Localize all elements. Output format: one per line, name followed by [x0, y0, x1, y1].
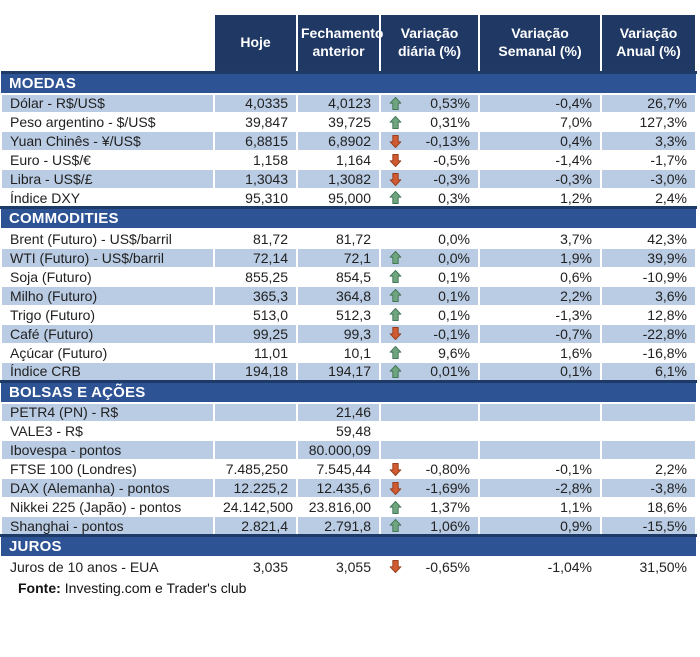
hoje-value: 7.485,250 [214, 460, 297, 479]
variacao-anual-value [601, 422, 696, 441]
fechamento-anterior-value: 10,1 [297, 343, 380, 362]
table-row-wti-futuro-us-barril [1, 248, 696, 267]
section-header-juros [1, 536, 696, 558]
hoje-value: 95,310 [214, 189, 297, 208]
fechamento-anterior-value: 12.435,6 [297, 479, 380, 498]
section-header-moedas [1, 72, 696, 94]
variacao-diaria-cell [389, 249, 470, 267]
down-arrow-icon [389, 481, 404, 496]
variacao-anual-value: 6,1% [601, 362, 696, 381]
variacao-diaria-value: 0,01% [430, 363, 470, 379]
source-label: Fonte: [18, 579, 61, 596]
variacao-anual-value: -15,5% [601, 517, 696, 536]
hoje-value [214, 403, 297, 422]
variacao-diaria-cell [389, 517, 470, 534]
variacao-diaria-cell [389, 325, 470, 343]
variacao-diaria-cell [389, 363, 470, 380]
source-line [0, 580, 700, 596]
variacao-semanal-value: 0,6% [479, 267, 601, 286]
row-label: Açúcar (Futuro) [1, 343, 214, 362]
fechamento-anterior-value: 23.816,00 [297, 498, 380, 517]
row-label: DAX (Alemanha) - pontos [1, 479, 214, 498]
market-table [0, 13, 697, 577]
variacao-anual-value: 127,3% [601, 113, 696, 132]
variacao-semanal-value: 0,9% [479, 517, 601, 536]
table-row-juros-de-10-anos-eua [1, 557, 696, 576]
variacao-diaria-value: 0,53% [430, 95, 470, 112]
fechamento-anterior-value: 95,000 [297, 189, 380, 208]
fechamento-anterior-value: 21,46 [297, 403, 380, 422]
up-arrow-icon [389, 190, 404, 205]
hoje-value: 513,0 [214, 305, 297, 324]
row-label: Shanghai - pontos [1, 517, 214, 536]
source-text: Investing.com e Trader's club [64, 579, 247, 596]
row-label: Juros de 10 anos - EUA [1, 557, 214, 576]
row-label: Soja (Futuro) [1, 267, 214, 286]
fechamento-anterior-value: 512,3 [297, 305, 380, 324]
hoje-value: 3,035 [214, 557, 297, 576]
fechamento-anterior-value: 6,8902 [297, 132, 380, 151]
variacao-semanal-value: -0,4% [479, 94, 601, 113]
up-arrow-icon [389, 364, 404, 379]
variacao-anual-value: 12,8% [601, 305, 696, 324]
up-arrow-icon [389, 115, 404, 130]
hoje-value: 855,25 [214, 267, 297, 286]
variacao-semanal-value: 1,2% [479, 189, 601, 208]
hoje-value [214, 441, 297, 460]
up-arrow-icon [389, 250, 404, 265]
fechamento-anterior-value: 1,164 [297, 151, 380, 170]
section-title: BOLSAS E AÇÕES [1, 381, 696, 403]
row-label: PETR4 (PN) - R$ [1, 403, 214, 422]
row-label: Índice DXY [1, 189, 214, 208]
up-arrow-icon [389, 269, 404, 284]
hoje-value: 365,3 [214, 286, 297, 305]
variacao-diaria-cell [389, 170, 470, 188]
variacao-diaria-cell [389, 132, 470, 150]
row-label: Trigo (Futuro) [1, 305, 214, 324]
table-row-shanghai-pontos [1, 517, 696, 536]
row-label: Índice CRB [1, 362, 214, 381]
section-header-bolsas-e-acoes [1, 381, 696, 403]
hoje-value: 99,25 [214, 324, 297, 343]
variacao-anual-value: 42,3% [601, 229, 696, 248]
hoje-value: 1,158 [214, 151, 297, 170]
fechamento-anterior-value: 4,0123 [297, 94, 380, 113]
up-arrow-icon [389, 288, 404, 303]
variacao-diaria-value: -0,13% [425, 133, 470, 149]
variacao-semanal-value: 3,7% [479, 229, 601, 248]
variacao-diaria-value: 0,0% [438, 249, 470, 266]
table-row-acucar-futuro [1, 343, 696, 362]
hoje-value: 11,01 [214, 343, 297, 362]
fechamento-anterior-value: 364,8 [297, 286, 380, 305]
table-row-libra-us [1, 170, 696, 189]
variacao-diaria-value: 9,6% [438, 344, 470, 361]
variacao-diaria-cell [389, 441, 470, 459]
variacao-diaria-value: 0,3% [438, 189, 470, 206]
variacao-anual-value: 3,3% [601, 132, 696, 151]
row-label: Ibovespa - pontos [1, 441, 214, 460]
up-arrow-icon [389, 307, 404, 322]
variacao-semanal-value: -1,4% [479, 151, 601, 170]
variacao-semanal-value [479, 441, 601, 460]
variacao-diaria-cell [389, 460, 470, 478]
fechamento-anterior-value: 2.791,8 [297, 517, 380, 536]
table-row-petr4-pn-r [1, 403, 696, 422]
variacao-diaria-value: -0,80% [425, 461, 470, 477]
variacao-semanal-value: -2,8% [479, 479, 601, 498]
section-title: JUROS [1, 536, 696, 558]
fechamento-anterior-value: 59,48 [297, 422, 380, 441]
variacao-semanal-value [479, 422, 601, 441]
hoje-value: 24.142,500 [214, 498, 297, 517]
variacao-anual-value: 18,6% [601, 498, 696, 517]
up-arrow-icon [389, 500, 404, 515]
hoje-value: 6,8815 [214, 132, 297, 151]
variacao-anual-value: -3,8% [601, 479, 696, 498]
down-arrow-icon [389, 559, 404, 574]
row-label: VALE3 - R$ [1, 422, 214, 441]
down-arrow-icon [389, 172, 404, 187]
variacao-diaria-value: -0,65% [425, 558, 470, 575]
hoje-value: 39,847 [214, 113, 297, 132]
variacao-diaria-value: 1,06% [430, 517, 470, 534]
variacao-anual-value: 3,6% [601, 286, 696, 305]
row-label: FTSE 100 (Londres) [1, 460, 214, 479]
row-label: Libra - US$/£ [1, 170, 214, 189]
variacao-semanal-value: -0,7% [479, 324, 601, 343]
variacao-anual-value: 39,9% [601, 248, 696, 267]
variacao-diaria-cell [389, 498, 470, 516]
row-label: Nikkei 225 (Japão) - pontos [1, 498, 214, 517]
table-row-trigo-futuro [1, 305, 696, 324]
table-row-vale3-r [1, 422, 696, 441]
fechamento-anterior-value: 3,055 [297, 557, 380, 576]
variacao-diaria-cell [389, 113, 470, 131]
table-row-ftse-100-londres [1, 460, 696, 479]
variacao-diaria-cell [389, 230, 470, 248]
variacao-anual-value: 26,7% [601, 94, 696, 113]
variacao-diaria-cell [389, 287, 470, 305]
variacao-anual-value [601, 403, 696, 422]
fechamento-anterior-value: 194,17 [297, 362, 380, 381]
header-row [1, 14, 696, 72]
variacao-semanal-value [479, 403, 601, 422]
variacao-diaria-value: 1,37% [430, 499, 470, 515]
fechamento-anterior-value: 39,725 [297, 113, 380, 132]
variacao-diaria-value: 0,1% [438, 287, 470, 304]
variacao-anual-value: -16,8% [601, 343, 696, 362]
variacao-diaria-value: 0,31% [430, 114, 470, 130]
corner-cell [1, 14, 214, 72]
variacao-semanal-value: -1,3% [479, 305, 601, 324]
hoje-value: 81,72 [214, 229, 297, 248]
variacao-semanal-value: 1,1% [479, 498, 601, 517]
fechamento-anterior-value: 80.000,09 [297, 441, 380, 460]
variacao-diaria-value: -0,5% [433, 152, 470, 168]
fechamento-anterior-value: 854,5 [297, 267, 380, 286]
hoje-value: 4,0335 [214, 94, 297, 113]
table-row-brent-futuro-us-barril [1, 229, 696, 248]
down-arrow-icon [389, 462, 404, 477]
variacao-semanal-value: 2,2% [479, 286, 601, 305]
col-header-variacao-anual: Variação Anual (%) [601, 14, 696, 72]
variacao-anual-value: 2,2% [601, 460, 696, 479]
col-header-variacao-diaria: Variação diária (%) [380, 14, 479, 72]
row-label: Brent (Futuro) - US$/barril [1, 229, 214, 248]
variacao-semanal-value: 0,4% [479, 132, 601, 151]
col-header-fechamento-anterior: Fechamento anterior [297, 14, 380, 72]
variacao-anual-value: 2,4% [601, 189, 696, 208]
col-header-variacao-semanal: Variação Semanal (%) [479, 14, 601, 72]
variacao-anual-value: -1,7% [601, 151, 696, 170]
variacao-diaria-cell [389, 189, 470, 206]
down-arrow-icon [389, 153, 404, 168]
row-label: Peso argentino - $/US$ [1, 113, 214, 132]
table-row-cafe-futuro [1, 324, 696, 343]
fechamento-anterior-value: 99,3 [297, 324, 380, 343]
up-arrow-icon [389, 345, 404, 360]
row-label: Dólar - R$/US$ [1, 94, 214, 113]
down-arrow-icon [389, 134, 404, 149]
variacao-diaria-cell [389, 344, 470, 362]
variacao-semanal-value: 0,1% [479, 362, 601, 381]
variacao-diaria-cell [389, 422, 470, 440]
table-row-indice-crb [1, 362, 696, 381]
row-label: Yuan Chinês - ¥/US$ [1, 132, 214, 151]
variacao-diaria-cell [389, 95, 470, 113]
row-label: Milho (Futuro) [1, 286, 214, 305]
table-row-ibovespa-pontos [1, 441, 696, 460]
section-header-commodities [1, 208, 696, 230]
variacao-diaria-value: -0,3% [433, 171, 470, 187]
variacao-semanal-value: -1,04% [479, 557, 601, 576]
row-label: WTI (Futuro) - US$/barril [1, 248, 214, 267]
variacao-diaria-cell [389, 151, 470, 169]
up-arrow-icon [389, 96, 404, 111]
variacao-diaria-value: -0,1% [433, 325, 470, 342]
table-row-euro-us [1, 151, 696, 170]
hoje-value: 12.225,2 [214, 479, 297, 498]
section-title: MOEDAS [1, 72, 696, 94]
variacao-semanal-value: 1,9% [479, 248, 601, 267]
variacao-anual-value: -22,8% [601, 324, 696, 343]
hoje-value: 194,18 [214, 362, 297, 381]
variacao-diaria-cell [389, 306, 470, 324]
variacao-anual-value [601, 441, 696, 460]
variacao-diaria-cell [389, 404, 470, 422]
hoje-value: 1,3043 [214, 170, 297, 189]
section-title: COMMODITIES [1, 208, 696, 230]
table-row-dax-alemanha-pontos [1, 479, 696, 498]
variacao-diaria-cell [389, 479, 470, 497]
variacao-anual-value: -3,0% [601, 170, 696, 189]
variacao-semanal-value: -0,3% [479, 170, 601, 189]
variacao-semanal-value: 1,6% [479, 343, 601, 362]
table-row-peso-argentino-us [1, 113, 696, 132]
up-arrow-icon [389, 518, 404, 533]
table-row-milho-futuro [1, 286, 696, 305]
hoje-value: 2.821,4 [214, 517, 297, 536]
table-row-indice-dxy [1, 189, 696, 208]
variacao-anual-value: 31,50% [601, 557, 696, 576]
table-row-dolar-r-us [1, 94, 696, 113]
fechamento-anterior-value: 81,72 [297, 229, 380, 248]
row-label: Café (Futuro) [1, 324, 214, 343]
table-row-yuan-chines-us [1, 132, 696, 151]
variacao-semanal-value: -0,1% [479, 460, 601, 479]
variacao-semanal-value: 7,0% [479, 113, 601, 132]
table-row-soja-futuro [1, 267, 696, 286]
fechamento-anterior-value: 1,3082 [297, 170, 380, 189]
variacao-diaria-value: 0,0% [438, 230, 470, 247]
col-header-hoje: Hoje [214, 14, 297, 72]
hoje-value [214, 422, 297, 441]
row-label: Euro - US$/€ [1, 151, 214, 170]
variacao-anual-value: -10,9% [601, 267, 696, 286]
fechamento-anterior-value: 72,1 [297, 248, 380, 267]
down-arrow-icon [389, 326, 404, 341]
variacao-diaria-cell [389, 268, 470, 286]
fechamento-anterior-value: 7.545,44 [297, 460, 380, 479]
variacao-diaria-value: -1,69% [425, 480, 470, 496]
table-row-nikkei-225-japao-pontos [1, 498, 696, 517]
hoje-value: 72,14 [214, 248, 297, 267]
variacao-diaria-value: 0,1% [438, 268, 470, 285]
variacao-diaria-value: 0,1% [438, 306, 470, 323]
variacao-diaria-cell [389, 558, 470, 576]
